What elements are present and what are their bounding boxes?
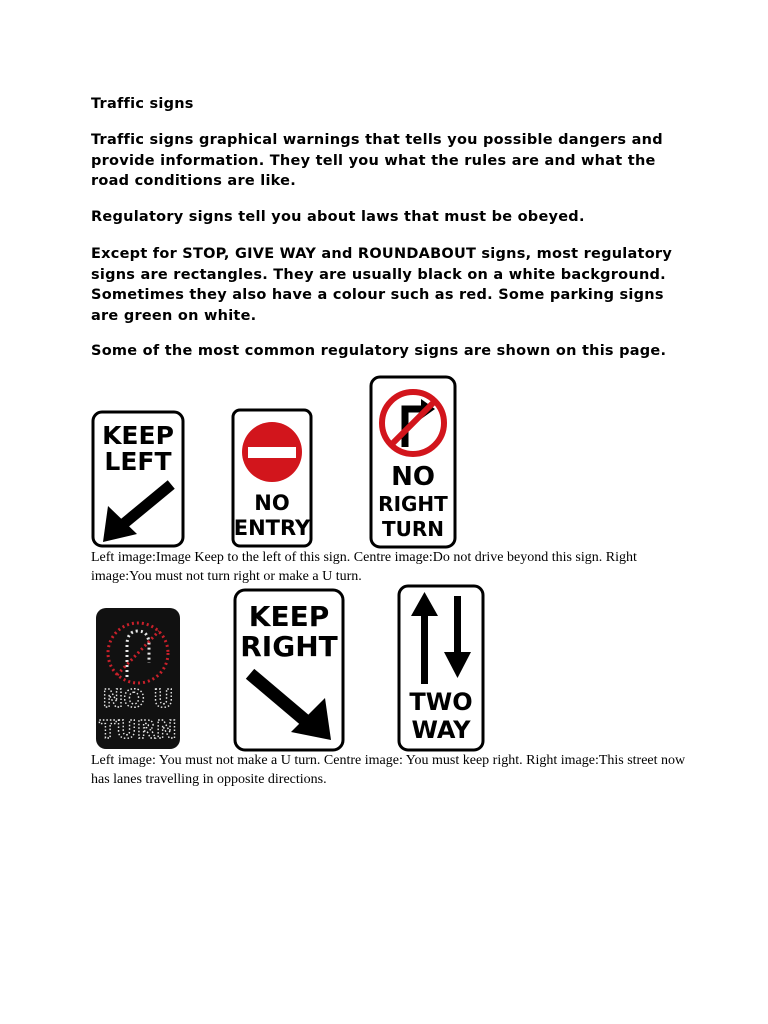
- keep-left-sign: [91, 410, 185, 548]
- no-right-turn-line2: RIGHT: [378, 492, 448, 516]
- keep-left-line1: KEEP: [102, 421, 174, 450]
- keep-right-sign: [233, 588, 345, 752]
- page-title: Traffic signs: [91, 96, 194, 112]
- keep-left-line2: LEFT: [104, 447, 172, 476]
- shapes-paragraph: Except for STOP, GIVE WAY and ROUNDABOUT signs, most regulatory signs are rectangles. They are usually black on a white background. Sometimes they also have a colour such as red. Some parking signs are green on white.: [91, 246, 673, 324]
- regulatory-paragraph: Regulatory signs tell you about laws that must be obeyed.: [91, 209, 585, 225]
- two-way-sign: [397, 584, 485, 752]
- common-signs-paragraph: Some of the most common regulatory signs are shown on this page.: [91, 343, 667, 359]
- two-way-line1: TWO: [409, 688, 473, 716]
- two-way-line2: WAY: [411, 716, 471, 744]
- no-entry-line1: NO: [254, 491, 290, 515]
- keep-right-line1: KEEP: [248, 600, 330, 633]
- keep-right-line2: RIGHT: [240, 630, 338, 663]
- no-entry-icon: [242, 422, 302, 482]
- no-entry-line2: ENTRY: [233, 516, 311, 540]
- caption-row-2: Left image: You must not make a U turn. Centre image: You must keep right. Right image:This street now has lanes travelling in opposite directions.: [91, 753, 686, 787]
- no-right-turn-line1: NO: [391, 462, 435, 492]
- no-right-turn-sign: [369, 375, 457, 549]
- no-entry-sign: [231, 408, 313, 548]
- intro-paragraph: Traffic signs graphical warnings that tells you possible dangers and provide information. They tell you what the rules are and what the road conditions are like.: [91, 132, 663, 189]
- no-right-turn-line3: TURN: [381, 517, 445, 541]
- no-u-turn-line1: NO U: [102, 684, 174, 713]
- no-u-turn-sign: [95, 607, 181, 750]
- no-u-turn-line2: TURN: [99, 715, 177, 744]
- caption-row-1: Left image:Image Keep to the left of this sign. Centre image:Do not drive beyond this sign. Right image:You must not turn right or make a U turn.: [91, 550, 637, 584]
